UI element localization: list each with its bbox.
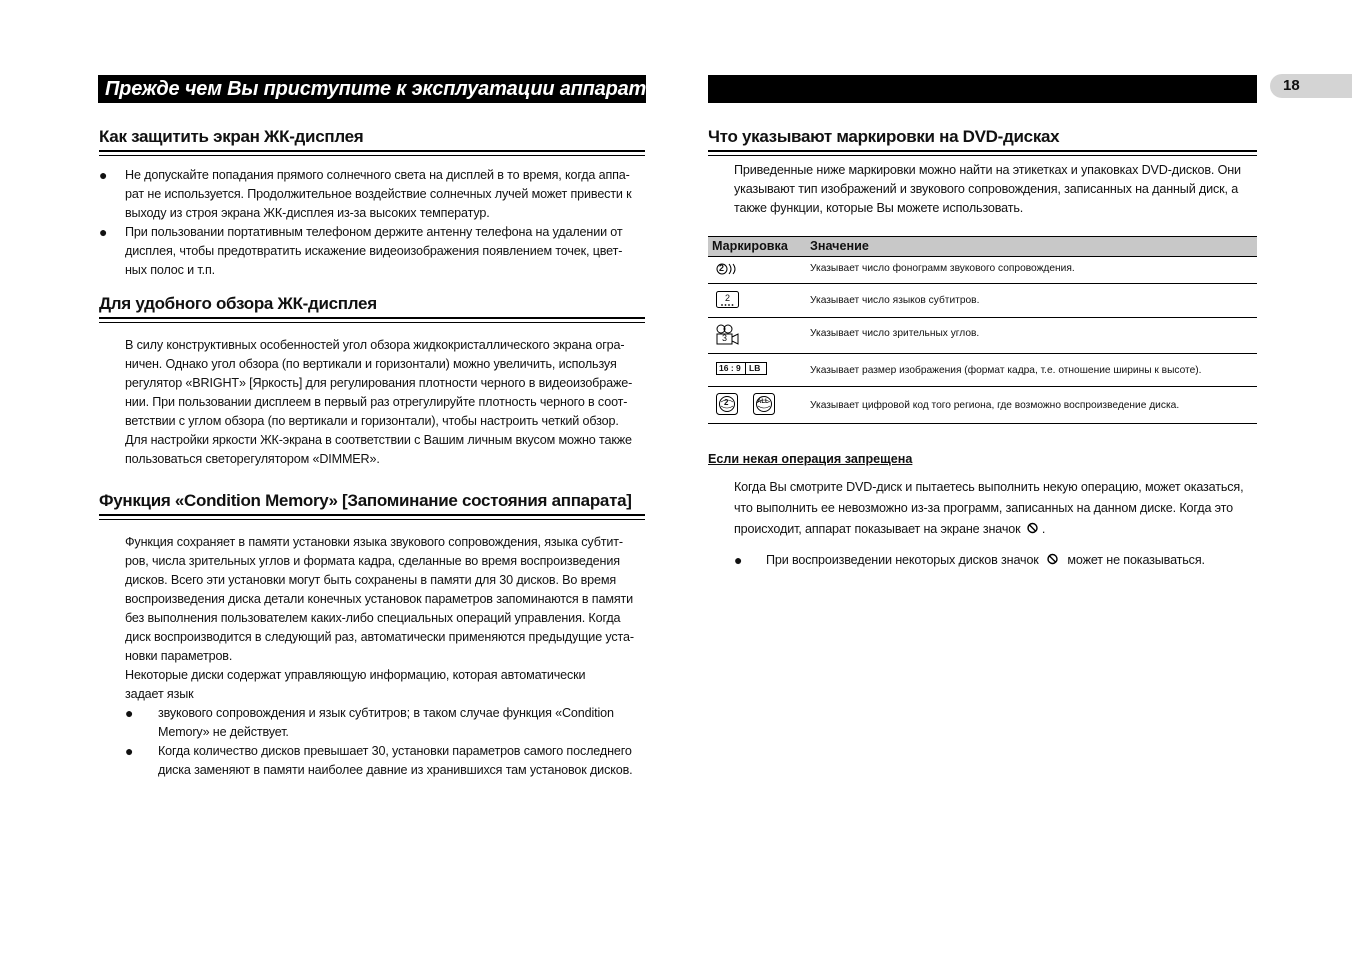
bullet-text: При пользовании портативным телефоном держите антенну телефона на удалении от дисплея, чтобы предотвратить искажение видеоизображения появлением точек, цвет- ных полос и т.п. <box>125 225 623 277</box>
aspect-ratio-label: 16 : 9 <box>719 363 741 373</box>
dvd-marks-paragraph: Приведенные ниже маркировки можно найти на этикетках и упаковках DVD-дисков. Они указывают тип изображений и звукового сопровождения, записанных на данный диск, а также функции, которые Вы можете использовать. <box>734 163 1241 215</box>
table-rule <box>708 236 1257 237</box>
table-cell: Указывает размер изображения (формат кадра, т.е. отношение ширины к высоте). <box>810 365 1202 376</box>
heading-rule <box>708 155 1257 156</box>
bullet-text: При воспроизведении некоторых дисков значок может не показываться. <box>766 553 1205 567</box>
table-rule <box>708 423 1257 424</box>
heading-rule <box>99 317 645 319</box>
heading-rule <box>708 150 1257 152</box>
prohibited-icon <box>1026 522 1040 534</box>
prohibited-paragraph: Когда Вы смотрите DVD-диск и пытаетесь выполнить некую операцию, может оказаться, что выполнить ее невозможно из-за программ, записанных на данном диске. Когда это происходит, аппарат показывает на экране значок . <box>734 480 1244 536</box>
table-cell: Указывает число зрительных углов. <box>810 328 980 339</box>
page-title: Прежде чем Вы приступите к эксплуатации аппарата <box>105 78 658 100</box>
heading-rule <box>99 150 645 152</box>
section-heading-dvd-marks: Что указывают маркировки на DVD-дисках <box>708 127 1060 146</box>
aspect-ratio-divider <box>745 362 746 375</box>
region-code-number: 2 <box>724 398 729 407</box>
table-header <box>708 236 1257 256</box>
audio-tracks-number: 2 <box>719 263 725 273</box>
camera-angles-number: 3 <box>722 333 728 343</box>
section-heading-protect-screen: Как защитить экран ЖК-дисплея <box>99 127 364 146</box>
prohibited-icon <box>1046 553 1060 565</box>
heading-rule <box>99 155 645 156</box>
table-cell: Указывает число фонограмм звукового сопровождения. <box>810 263 1075 274</box>
table-cell: Указывает цифровой код того региона, где возможно воспроизведение диска. <box>810 400 1180 411</box>
bullet-text: Когда количество дисков превышает 30, установки параметров самого последнего диска заменяют в памяти наиболее давние из хранившихся там установок дисков. <box>158 744 633 777</box>
section-heading-condition-memory: Функция «Condition Memory» [Запоминание состояния аппарата] <box>99 491 632 510</box>
camera-angles-icon <box>715 324 741 346</box>
bullet-icon: ● <box>125 705 134 721</box>
subtitles-number: 2 <box>725 293 731 303</box>
bullet-text: звукового сопровождения и язык субтитров; в таком случае функция «Condition Memory» не действует. <box>158 706 614 739</box>
bullet-icon: ● <box>99 224 108 240</box>
bullet-icon: ● <box>125 743 134 759</box>
bullet-icon: ● <box>734 552 743 568</box>
table-rule <box>708 353 1257 354</box>
condition-memory-paragraph: Функция сохраняет в памяти установки языка звукового сопровождения, языка субтит- ров, числа зрительных углов и формата кадра, сделанные во время воспроизведения дисков. Всего эти установки могут быть сохранены в памяти для 30 дисков. Во время воспроизведения диска детали конечных установок параметров запоминаются в памяти без выполнения пользователем каких-либо специальных операций управления. Когда диск воспроизводится в следующий раз, автоматически применяются предыдущие уста- новки параметров. Некоторые диски содержат управляющую информацию, которая автоматически задает язык <box>125 535 634 701</box>
table-rule <box>708 317 1257 318</box>
heading-rule <box>99 519 645 520</box>
page-number: 18 <box>1270 74 1352 98</box>
table-rule <box>708 256 1257 257</box>
table-rule <box>708 386 1257 387</box>
heading-rule <box>99 514 645 516</box>
section-heading-viewing: Для удобного обзора ЖК-дисплея <box>99 294 377 313</box>
title-bar-right <box>708 75 1257 103</box>
heading-rule <box>99 322 645 323</box>
bullet-icon: ● <box>99 167 108 183</box>
viewing-paragraph: В силу конструктивных особенностей угол обзора жидкокристаллического экрана огра- ничен. Однако угол обзора (по вертикали и горизонтали) можно увеличить, используя регулятор «BRIGHT» [Яркость] для регулирования плотности черного в видеоизображе- нии. При пользовании дисплеем в первый раз отрегулируйте плотность черного в соот- ветствии с углом обзора (по вертикали и горизонтали), чтобы настроить четкий обзор. Для настройки яркости ЖК-экрана в соответствии с Вашим личным вкусом можно также пользоваться светорегулятором «DIMMER». <box>125 338 633 466</box>
region-all-label: ALL <box>757 399 769 405</box>
letterbox-label: LB <box>749 363 761 373</box>
column-header-meaning: Значение <box>810 239 869 253</box>
column-header-mark: Маркировка <box>712 239 788 253</box>
bullet-text: Не допускайте попадания прямого солнечного света на дисплей в то время, когда аппа- рат не используется. Продолжительное воздействие солнечных лучей может привести к выходу из строя экрана ЖК-дисплея из-за высоких температур. <box>125 168 632 220</box>
table-rule <box>708 283 1257 284</box>
table-cell: Указывает число языков субтитров. <box>810 295 980 306</box>
prohibited-heading: Если некая операция запрещена <box>708 452 913 466</box>
